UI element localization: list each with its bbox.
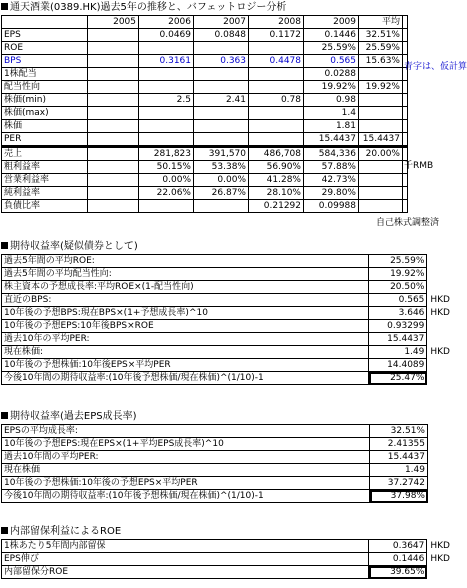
cell-value: 15.4437 [304,133,359,146]
unit-rmb: 千RMB [404,161,434,171]
row-label: 過去5年間の平均ROE: [2,255,369,268]
cell-value [194,81,249,94]
row-value: 14.4089 [369,359,427,372]
row-value: 19.92% [369,268,427,281]
cell-value: 25.59% [359,42,403,55]
header-blank [2,16,88,29]
row-label: 純利益率 [2,187,88,200]
row-label: 売上 [2,147,88,161]
table-row [2,268,453,281]
table-row [2,42,408,55]
cell-value [139,107,194,120]
cell-value: 32.51% [359,29,403,42]
table-row [2,553,453,566]
row-label: 株主資本の予想成長率:平均ROE×(1-配当性向) [2,281,369,294]
cell-value: 0.363 [194,55,249,68]
blue-note: 青字は、仮計算 [404,62,467,72]
cell-value: 0.78 [249,94,304,107]
section-bond-yield [1,240,453,385]
row-unit [428,490,434,503]
year-header: 2008 [249,16,304,29]
row-unit [427,281,453,294]
table-row [2,346,453,359]
row-label: 過去5年間の平均配当性向: [2,268,369,281]
table-row [2,161,408,174]
row-label: 1株あたり5年間内部留保 [2,540,369,553]
table-row [2,464,434,477]
cell-value [88,174,139,187]
cell-value [88,81,139,94]
table-row [2,81,408,94]
cell-value [359,68,403,81]
row-label: 株価(min) [2,94,88,107]
cell-value: 0.565 [304,55,359,68]
cell-value: 28.10% [249,187,304,200]
cell-value: 0.3161 [139,55,194,68]
table-row [2,187,408,200]
retained-roe-table [1,539,453,579]
row-label: 10年後の予想株価:10年後EPS×平均PER [2,359,369,372]
year-header: 2007 [194,16,249,29]
cell-value: 0.0848 [194,29,249,42]
bullet-square-icon [1,3,8,10]
sec3-title-text: 期待収益率(過去EPS成長率) [10,411,137,422]
blank-cell [403,29,408,42]
cell-value [194,107,249,120]
row-unit: HKD [430,308,450,318]
cell-value [139,120,194,133]
cell-value [249,81,304,94]
treasury-note: 自己株式調整済 [376,218,440,228]
row-unit: HKD [430,347,450,357]
cell-value: 22.06% [139,187,194,200]
blank-cell [403,107,408,120]
cell-value [88,147,139,161]
section-retained-roe [1,525,453,579]
row-value: 25.59% [369,255,427,268]
bond-yield-table [1,254,453,385]
row-unit: HKD [430,295,450,305]
cell-value [139,81,194,94]
row-label: 今後10年間の期待収益率:(10年後予想株価/現在株価)^(1/10)-1 [2,372,369,385]
table-row [2,133,408,146]
row-unit [428,451,434,464]
cell-value: 15.63% [359,55,403,68]
table-row [2,372,453,385]
table-row [2,451,434,464]
bullet-square-icon [1,527,8,534]
cell-value [194,120,249,133]
sec4-title-text: 内部留保利益によるROE [10,526,122,537]
cell-value: 1.81 [304,120,359,133]
row-value: 3.646 [369,307,427,320]
row-unit [427,320,453,333]
row-unit: HKD [430,541,450,551]
table-row [2,107,408,120]
table-row [2,174,408,187]
main-title [1,1,408,15]
cell-value: 29.80% [304,187,359,200]
row-value: 15.4437 [369,333,427,346]
cell-value [194,133,249,146]
cell-value: 19.92% [304,81,359,94]
row-label: 株価 [2,120,88,133]
row-value: 0.93299 [369,320,427,333]
header-blank [403,16,408,29]
cell-value [88,200,139,213]
row-value: 15.4437 [370,451,428,464]
cell-value: 20.00% [359,147,403,161]
cell-value [88,133,139,146]
cell-value [359,94,403,107]
row-label: 10年後の予想株価:10年後の予想EPS×平均PER [2,477,370,490]
row-unit [427,566,453,579]
cell-value: 0.0469 [139,29,194,42]
table-row [2,94,408,107]
cell-value: 281,823 [139,147,194,161]
table-row [2,333,453,346]
table-row [2,29,408,42]
cell-value: 0.21292 [249,200,304,213]
row-value: 32.51% [370,425,428,438]
table-row [2,540,453,553]
cell-value: 25.59% [304,42,359,55]
blank-cell [403,187,408,200]
table-row [2,120,408,133]
row-label: 粗利益率 [2,161,88,174]
sec2-title-text: 期待収益率(疑似債券として) [10,241,138,252]
cell-value [359,174,403,187]
year-header: 2009 [304,16,359,29]
cell-value: 15.4437 [359,133,403,146]
cell-value [359,187,403,200]
cell-value: 0.1172 [249,29,304,42]
row-value: 0.3647 [369,540,427,553]
row-label: 10年後の予想EPS:10年後BPS×ROE [2,320,369,333]
cell-value [88,107,139,120]
table-row [2,320,453,333]
cell-value: 2.41 [194,94,249,107]
cell-value [88,42,139,55]
row-unit: HKD [430,554,450,564]
cell-value: 486,708 [249,147,304,161]
table-row [2,294,453,307]
cell-value: 56.90% [249,161,304,174]
margins-table [1,146,408,213]
cell-value [194,42,249,55]
row-value: 37.2742 [370,477,428,490]
row-label: 1株配当 [2,68,88,81]
row-value: 39.65% [369,566,427,579]
cell-value [249,42,304,55]
blank-cell [403,120,408,133]
sec2-title [1,240,453,254]
row-label: 株価(max) [2,107,88,120]
year-header: 平均 [359,16,403,29]
cell-value: 584,336 [304,147,359,161]
sec4-title [1,525,453,539]
row-value: 0.1446 [369,553,427,566]
row-unit [427,333,453,346]
eps-growth-table [1,424,434,503]
row-label: 過去10年の平均PER: [2,333,369,346]
cell-value [139,133,194,146]
blank-cell [403,200,408,213]
cell-value: 57.88% [304,161,359,174]
cell-value [249,133,304,146]
cell-value: 0.1446 [304,29,359,42]
table-row [2,490,434,503]
table-row [2,55,408,68]
cell-value [359,107,403,120]
table-row [2,68,408,81]
row-label: 現在株価: [2,346,369,359]
cell-value [88,187,139,200]
cell-value [88,161,139,174]
table-row [2,307,453,320]
row-label: BPS [2,55,88,68]
row-unit [428,438,434,451]
table-row [2,200,408,213]
row-unit [427,268,453,281]
cell-value: 19.92% [359,81,403,94]
cell-value [359,200,403,213]
year-header-row [2,16,408,29]
row-value: 1.49 [370,464,428,477]
row-label: 今後10年間の期待収益率:(10年後予想株価/現在株価)^(1/10)-1 [2,490,370,503]
row-label: 営業利益率 [2,174,88,187]
row-unit [428,477,434,490]
blank-cell [403,42,408,55]
cell-value: 26.87% [194,187,249,200]
cell-value [139,200,194,213]
cell-value: 0.98 [304,94,359,107]
cell-value: 391,570 [194,147,249,161]
year-header: 2005 [88,16,139,29]
sec3-title [1,410,434,424]
cell-value: 2.5 [139,94,194,107]
cell-value: 41.28% [249,174,304,187]
cell-value [194,68,249,81]
cell-value: 53.38% [194,161,249,174]
table-row [2,425,434,438]
cell-value [139,68,194,81]
table-row [2,477,434,490]
row-label: EPSの平均成長率: [2,425,370,438]
row-label: 内部留保分ROE [2,566,369,579]
cell-value [88,120,139,133]
main-title-text: 通天酒業(0389.HK)過去5年の推移と、バフェットロジー分析 [10,2,287,13]
bullet-square-icon [1,242,8,249]
cell-value [88,55,139,68]
row-label: 直近のBPS: [2,294,369,307]
cell-value [359,161,403,174]
table-row [2,147,408,161]
section-eps-growth [1,410,434,503]
row-value: 37.98% [370,490,428,503]
table-row [2,566,453,579]
table-row [2,281,453,294]
row-label: 負債比率 [2,200,88,213]
blank-cell [403,94,408,107]
row-label: ROE [2,42,88,55]
row-unit [427,359,453,372]
row-value: 25.47% [369,372,427,385]
year-header: 2006 [139,16,194,29]
cell-value [88,29,139,42]
cell-value: 0.4478 [249,55,304,68]
cell-value: 0.0288 [304,68,359,81]
cell-value [194,200,249,213]
cell-value [88,68,139,81]
row-label: PER [2,133,88,146]
row-unit [428,464,434,477]
row-value: 20.50% [369,281,427,294]
blank-cell [403,81,408,94]
cell-value: 42.73% [304,174,359,187]
blank-cell [403,133,408,146]
cell-value [249,120,304,133]
row-label: EPS [2,29,88,42]
row-unit [427,255,453,268]
cell-value [249,107,304,120]
row-label: 10年後の予想BPS:現在BPS×(1+予想成長率)^10 [2,307,369,320]
blank-cell [403,174,408,187]
section-financials [1,1,408,213]
row-label: 現在株価 [2,464,370,477]
table-row [2,359,453,372]
row-label: 配当性向 [2,81,88,94]
row-value: 0.565 [369,294,427,307]
cell-value [139,42,194,55]
cell-value [249,68,304,81]
table-row [2,255,453,268]
cell-value: 0.00% [139,174,194,187]
cell-value [359,120,403,133]
table-row [2,438,434,451]
row-label: 10年後の予想EPS:現在EPS×(1+平均EPS成長率)^10 [2,438,370,451]
cell-value: 50.15% [139,161,194,174]
financials-table [1,15,408,146]
row-unit [427,372,453,385]
cell-value: 0.00% [194,174,249,187]
row-label: 過去10年間の平均PER: [2,451,370,464]
row-label: EPS伸び [2,553,369,566]
cell-value [88,94,139,107]
row-value: 2.41355 [370,438,428,451]
cell-value: 0.09988 [304,200,359,213]
cell-value: 1.4 [304,107,359,120]
row-unit [428,425,434,438]
row-value: 1.49 [369,346,427,359]
bullet-square-icon [1,412,8,419]
